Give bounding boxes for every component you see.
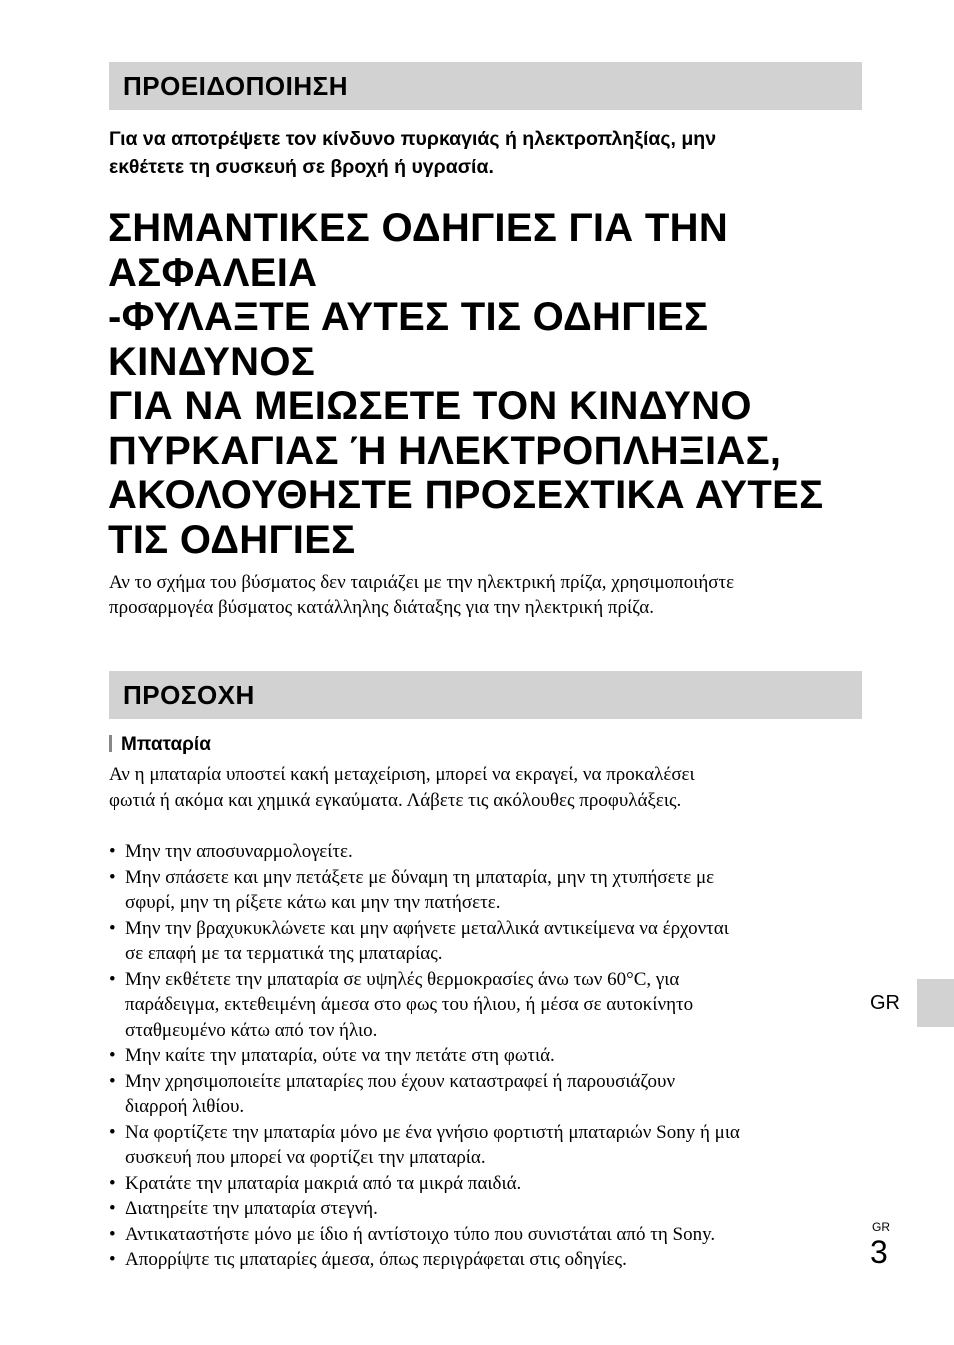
- section-marker: [109, 735, 112, 752]
- list-item: [109, 967, 869, 1044]
- list-item-line: • Να φορτίζετε την μπαταρία μόνο με ένα γνήσιο φορτιστή μπαταριών Sony ή μια: [125, 1121, 740, 1143]
- plug-adapter-text: [109, 570, 869, 620]
- list-item-line: συσκευή που μπορεί να φορτίζει την μπαταρία.: [125, 1147, 486, 1168]
- caution-heading: ΠΡΟΣΟΧΗ: [109, 671, 862, 719]
- language-side-tab: [917, 979, 954, 1027]
- list-item-line: σε επαφή με τα τερματικά της μπαταρίας.: [125, 943, 443, 964]
- list-item: [109, 865, 869, 916]
- list-item: [109, 1120, 869, 1171]
- safety-heading-line: ΑΣΦΑΛΕΙΑ: [108, 250, 318, 295]
- safety-heading-line: ΤΙΣ ΟΔΗΓΙΕΣ: [108, 517, 356, 562]
- list-item: [109, 1069, 869, 1120]
- list-item-line: διαρροή λιθίου.: [125, 1096, 245, 1117]
- list-item-line: σφυρί, μην τη ρίξετε κάτω και μην την πατήσετε.: [125, 892, 501, 913]
- list-item-line: • Μην σπάσετε και μην πετάξετε με δύναμη τη μπαταρία, μην τη χτυπήσετε με: [125, 866, 715, 888]
- language-label: GR: [870, 992, 900, 1014]
- list-item-line: • Μην καίτε την μπαταρία, ούτε να την πετάτε στη φωτιά.: [125, 1045, 555, 1066]
- safety-heading-line: -ΦΥΛΑΞΤΕ ΑΥΤΕΣ ΤΙΣ ΟΔΗΓΙΕΣ: [108, 295, 709, 339]
- battery-section-title: [109, 733, 211, 757]
- list-item: [109, 1171, 869, 1197]
- list-item-line: • Μην την βραχυκυκλώνετε και μην αφήνετε μεταλλικά αντικείμενα να έρχονται: [125, 917, 729, 939]
- battery-intro: [109, 762, 869, 813]
- safety-heading: [108, 206, 898, 562]
- list-item-line: • Διατηρείτε την μπαταρία στεγνή.: [125, 1198, 378, 1219]
- list-item-line: • Αντικαταστήστε μόνο με ίδιο ή αντίστοιχο τύπο που συνιστάται από τη Sony.: [125, 1223, 716, 1245]
- plug-text-line: προσαρμογέα βύσματος κατάλληλης διάταξης για την ηλεκτρική πρίζα.: [109, 597, 654, 618]
- list-item-line: παράδειγμα, εκτεθειμένη άμεσα στο φως του ήλιου, ή μέσα σε αυτοκίνητο: [125, 994, 694, 1015]
- warning-text: [109, 125, 869, 181]
- page-number: 3: [870, 1234, 888, 1270]
- battery-precautions-list: [109, 839, 869, 1273]
- safety-heading-line: ΚΙΝΔΥΝΟΣ: [108, 339, 316, 384]
- safety-heading-line: ΓΙΑ ΝΑ ΜΕΙΩΣΕΤΕ ΤΟΝ ΚΙΝΔΥΝΟ: [108, 384, 752, 428]
- list-item: [109, 1196, 869, 1222]
- list-item-line: • Κρατάτε την μπαταρία μακριά από τα μικρά παιδιά.: [125, 1172, 522, 1194]
- safety-heading-line: ΣΗΜΑΝΤΙΚΕΣ ΟΔΗΓΙΕΣ ΓΙΑ ΤΗΝ: [108, 206, 729, 250]
- battery-intro-line: φωτιά ή ακόμα και χημικά εγκαύματα. Λάβετε τις ακόλουθες προφυλάξεις.: [109, 789, 682, 811]
- list-item: [109, 916, 869, 967]
- battery-intro-line: Αν η μπαταρία υποστεί κακή μεταχείριση, μπορεί να εκραγεί, να προκαλέσει: [109, 764, 695, 785]
- plug-text-line: Αν το σχήμα του βύσματος δεν ταιριάζει με την ηλεκτρική πρίζα, χρησιμοποιήστε: [109, 572, 735, 593]
- page-language-code: GR: [872, 1220, 890, 1234]
- list-item-line: • Μην εκθέτετε την μπαταρία σε υψηλές θερμοκρασίες άνω των 60°C, για: [125, 968, 680, 990]
- battery-title-text: Μπαταρία: [121, 734, 211, 755]
- list-item: [109, 839, 869, 865]
- list-item: [109, 1043, 869, 1069]
- warning-text-line: Για να αποτρέψετε τον κίνδυνο πυρκαγιάς ή ηλεκτροπληξίας, μην: [109, 128, 717, 150]
- safety-heading-line: ΠΥΡΚΑΓΙΑΣ Ή ΗΛΕΚΤΡΟΠΛΗΞΙΑΣ,: [108, 428, 782, 473]
- list-item-line: • Απορρίψτε τις μπαταρίες άμεσα, όπως περιγράφεται στις οδηγίες.: [125, 1249, 627, 1270]
- list-item: [109, 1222, 869, 1248]
- list-item: [109, 1247, 869, 1273]
- list-item-line: σταθμευμένο κάτω από τον ήλιο.: [125, 1019, 378, 1041]
- safety-heading-line: ΑΚΟΛΟΥΘΗΣΤΕ ΠΡΟΣΕΧΤΙΚΑ ΑΥΤΕΣ: [108, 473, 824, 517]
- warning-heading: ΠΡΟΕΙΔΟΠΟΙΗΣΗ: [109, 62, 862, 110]
- warning-text-line: εκθέτετε τη συσκευή σε βροχή ή υγρασία.: [109, 156, 494, 178]
- list-item-line: • Μην χρησιμοποιείτε μπαταρίες που έχουν καταστραφεί ή παρουσιάζουν: [125, 1070, 676, 1092]
- list-item-line: • Μην την αποσυναρμολογείτε.: [125, 841, 353, 862]
